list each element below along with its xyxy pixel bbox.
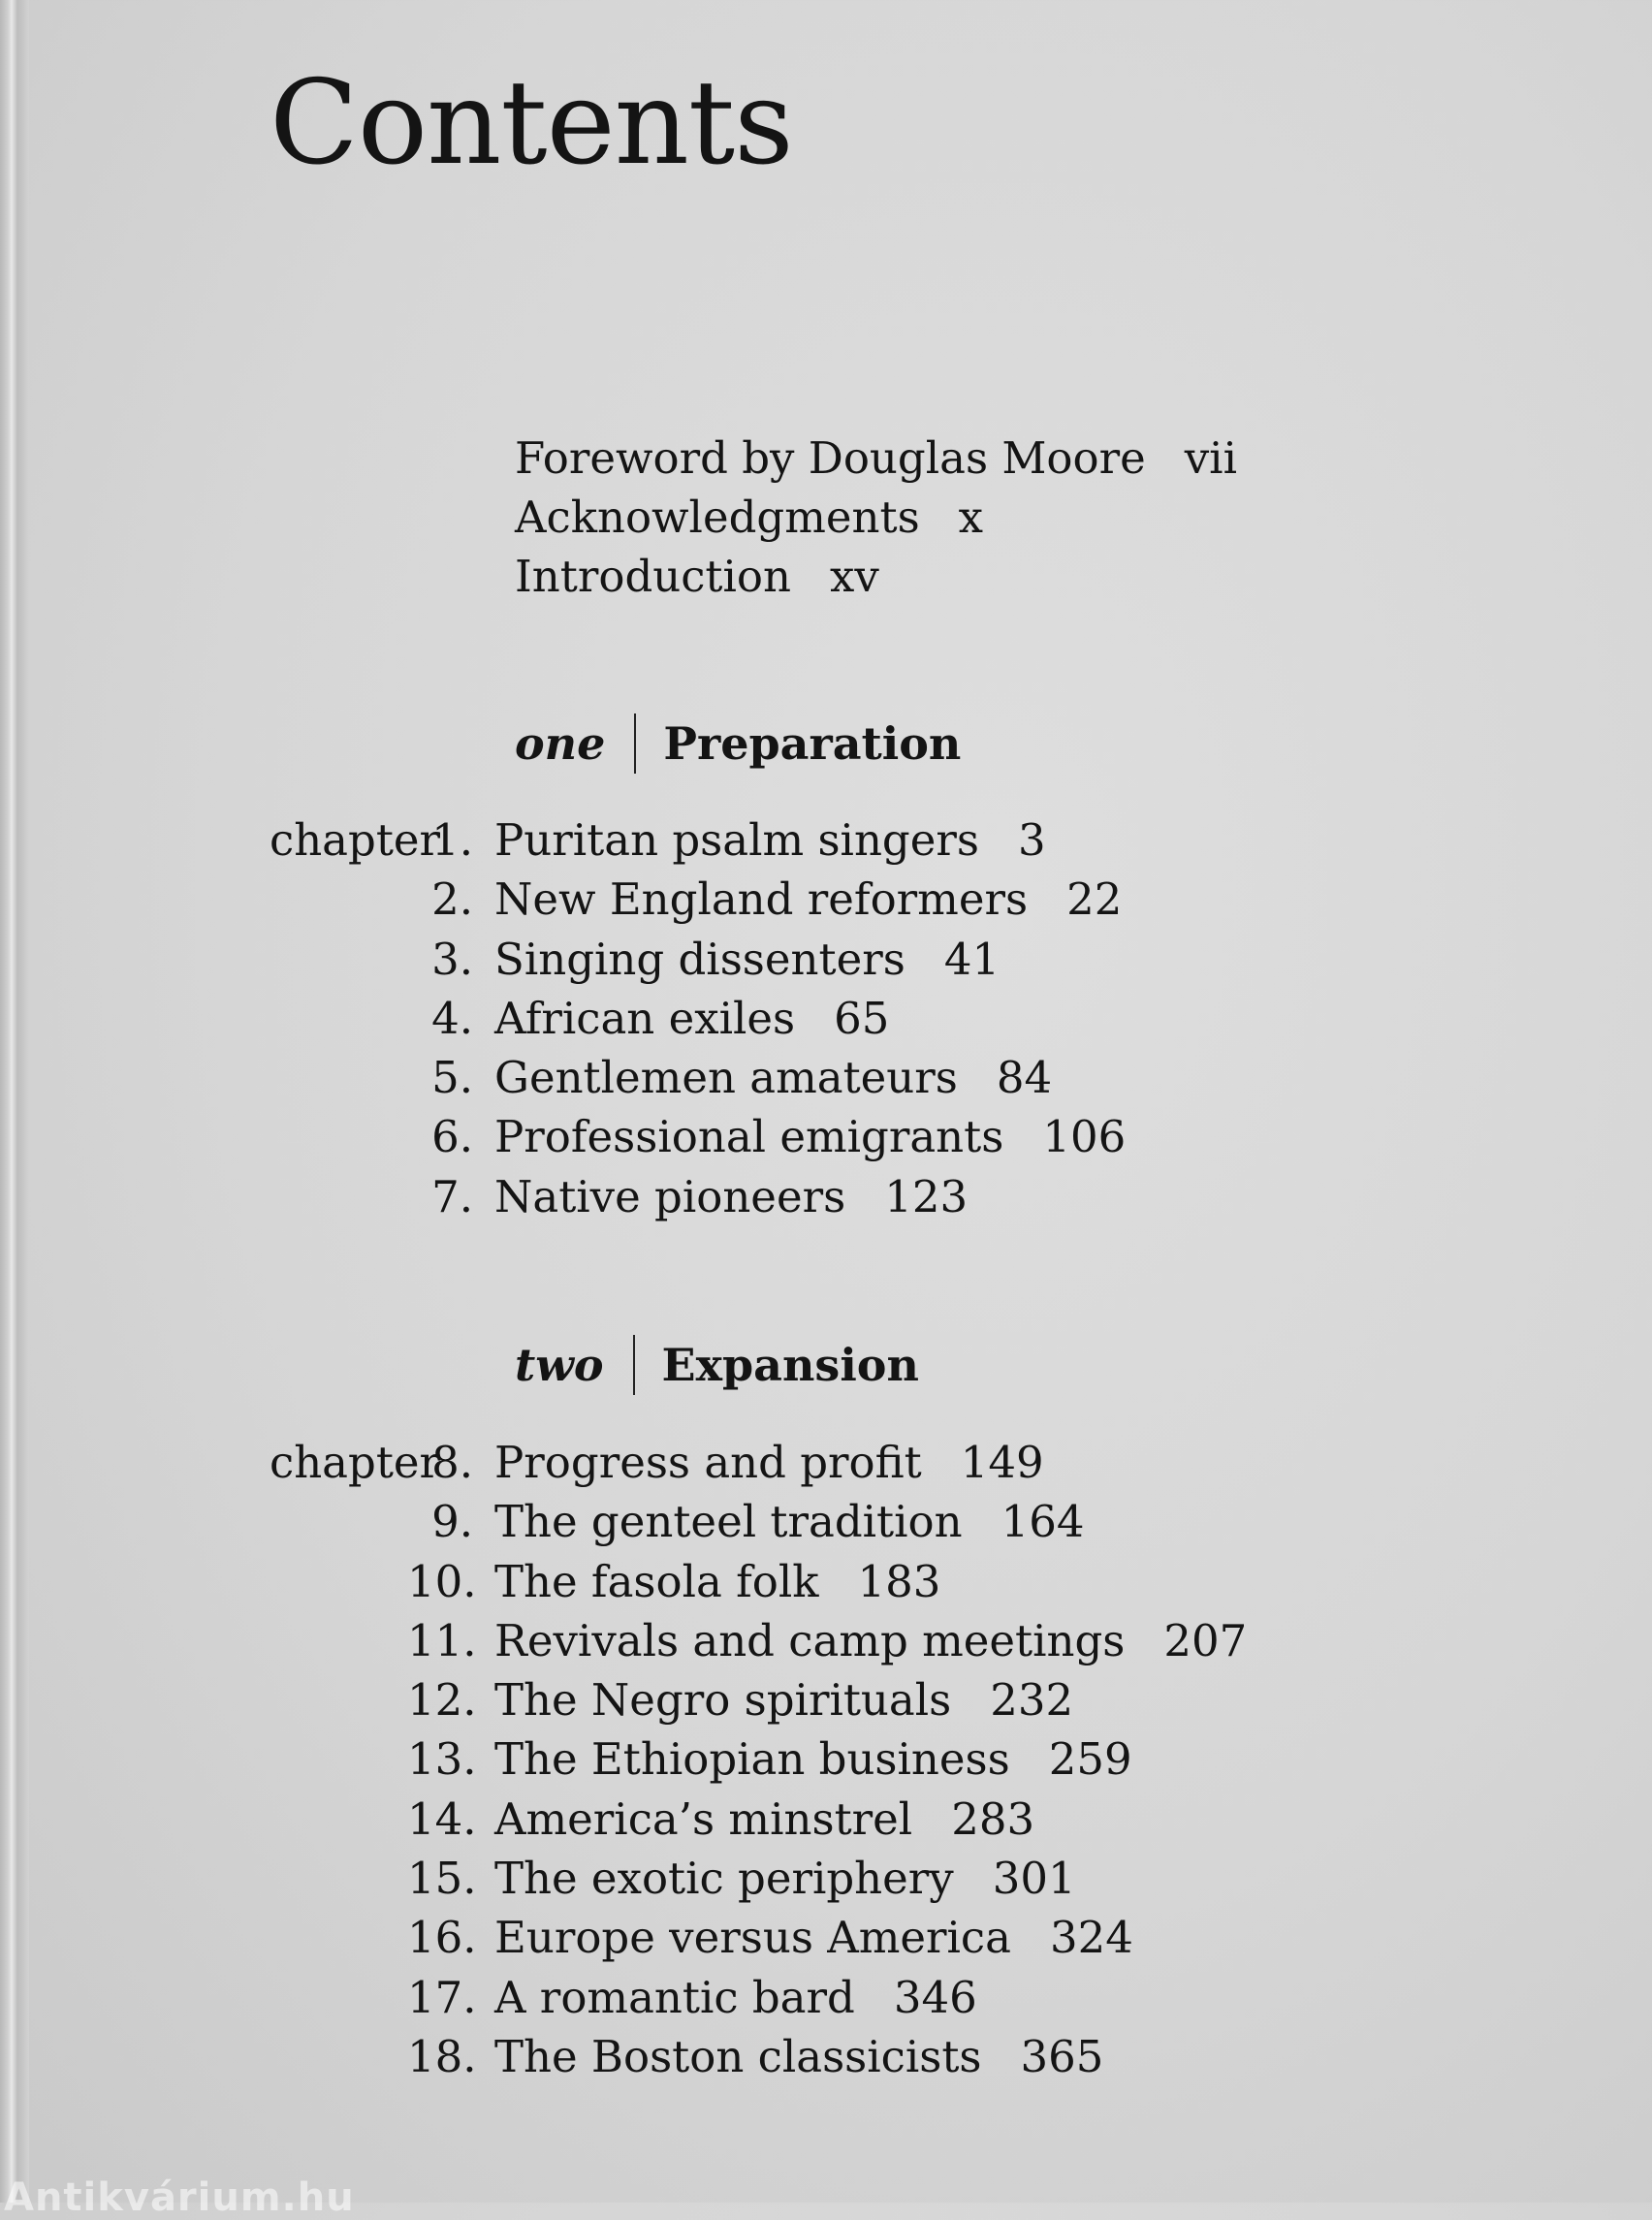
front-matter-page: x — [958, 492, 984, 543]
chapter-page: 149 — [960, 1437, 1044, 1488]
chapter-entry — [407, 870, 1126, 929]
chapter-title: Singing dissenters — [494, 933, 905, 985]
chapter-title: New England reformers — [494, 873, 1029, 926]
chapter-title: The Ethiopian business — [494, 1733, 1010, 1786]
chapter-page: 346 — [893, 1971, 977, 2023]
chapter-title: Europe versus America — [494, 1912, 1011, 1964]
chapter-page: 22 — [1066, 873, 1123, 926]
chapter-number: 8. — [431, 1437, 473, 1488]
front-matter-list — [515, 428, 1237, 606]
front-matter-label: Foreword by Douglas Moore — [515, 432, 1146, 484]
chapter-page: 183 — [857, 1555, 941, 1607]
chapter-page: 65 — [834, 992, 890, 1044]
chapter-number: 16. — [407, 1912, 477, 1964]
chapter-entry — [407, 1790, 1247, 1849]
chapter-list-part-one — [407, 810, 1126, 1226]
front-matter-item — [515, 547, 1237, 606]
front-matter-item — [515, 488, 1237, 547]
front-matter-label: Acknowledgments — [515, 492, 920, 543]
chapter-entry — [407, 1908, 1247, 1967]
chapter-title: The fasola folk — [494, 1555, 819, 1607]
chapter-entry — [407, 1107, 1126, 1166]
chapter-title: Puritan psalm singers — [494, 814, 979, 866]
chapter-page: 3 — [1017, 814, 1046, 866]
front-matter-page: xv — [830, 551, 879, 602]
chapter-title: Progress and profit — [494, 1437, 922, 1488]
chapter-entry — [407, 1433, 1247, 1492]
chapter-label: chapter — [270, 1437, 441, 1488]
chapter-page: 283 — [951, 1792, 1035, 1845]
front-matter-item — [515, 428, 1237, 488]
part-heading-two — [515, 1335, 919, 1395]
chapter-page: 106 — [1042, 1111, 1127, 1163]
chapter-entry — [407, 1048, 1126, 1107]
chapter-title: Native pioneers — [494, 1170, 846, 1222]
chapter-title: Professional emigrants — [494, 1111, 1004, 1163]
chapter-entry — [407, 930, 1126, 989]
chapter-number: 10. — [407, 1555, 477, 1607]
chapter-entry — [407, 1492, 1247, 1551]
chapter-entry — [407, 1670, 1247, 1729]
chapter-title: The Negro spirituals — [494, 1674, 952, 1727]
chapter-number: 15. — [407, 1853, 477, 1905]
chapter-page: 365 — [1020, 2030, 1104, 2082]
chapter-entry — [407, 989, 1126, 1048]
part-number: one — [515, 717, 606, 770]
page-title: Contents — [270, 56, 793, 191]
chapter-entry — [407, 810, 1126, 870]
chapter-number: 9. — [431, 1496, 473, 1548]
chapter-list-part-two — [407, 1433, 1247, 2086]
chapter-entry — [407, 1849, 1247, 1908]
part-title: Preparation — [663, 717, 962, 770]
chapter-page: 41 — [943, 933, 1001, 985]
chapter-number: 7. — [431, 1170, 473, 1222]
chapter-label: chapter — [270, 814, 441, 866]
part-divider — [633, 1335, 635, 1395]
part-title: Expansion — [661, 1339, 919, 1391]
chapter-number: 13. — [407, 1733, 477, 1786]
chapter-number: 5. — [431, 1052, 473, 1104]
chapter-entry — [407, 1968, 1247, 2027]
chapter-title: Gentlemen amateurs — [494, 1052, 958, 1104]
book-spine-edge — [0, 0, 29, 2203]
part-divider — [634, 714, 636, 774]
chapter-page: 301 — [992, 1853, 1076, 1905]
chapter-number: 3. — [431, 933, 473, 985]
chapter-number: 1. — [431, 814, 473, 866]
chapter-page: 232 — [990, 1674, 1074, 1727]
chapter-title: African exiles — [494, 992, 796, 1044]
chapter-number: 12. — [407, 1674, 477, 1727]
chapter-number: 11. — [407, 1614, 477, 1666]
chapter-title: The exotic periphery — [494, 1853, 954, 1905]
chapter-number: 6. — [431, 1111, 473, 1163]
chapter-page: 164 — [1001, 1496, 1085, 1548]
chapter-page: 207 — [1163, 1614, 1248, 1666]
chapter-page: 324 — [1049, 1912, 1133, 1964]
chapter-page: 259 — [1048, 1733, 1132, 1786]
chapter-entry — [407, 1552, 1247, 1611]
chapter-title: The genteel tradition — [494, 1496, 963, 1548]
front-matter-page: vii — [1184, 432, 1237, 484]
front-matter-label: Introduction — [515, 551, 791, 602]
chapter-page: 123 — [884, 1170, 969, 1222]
chapter-number: 18. — [407, 2030, 477, 2082]
chapter-number: 4. — [431, 992, 473, 1044]
part-number: two — [515, 1339, 604, 1391]
chapter-title: The Boston classicists — [494, 2030, 982, 2082]
chapter-number: 17. — [407, 1971, 477, 2023]
watermark-text: Antikvárium.hu — [4, 2175, 355, 2220]
chapter-entry — [407, 1729, 1247, 1789]
chapter-title: A romantic bard — [494, 1971, 855, 2023]
chapter-title: America’s minstrel — [494, 1792, 913, 1845]
part-heading-one — [515, 714, 961, 774]
chapter-entry — [407, 2027, 1247, 2086]
chapter-entry — [407, 1611, 1247, 1670]
chapter-number: 2. — [431, 873, 473, 926]
chapter-title: Revivals and camp meetings — [494, 1614, 1126, 1666]
chapter-page: 84 — [996, 1052, 1053, 1104]
chapter-entry — [407, 1167, 1126, 1226]
chapter-number: 14. — [407, 1792, 477, 1845]
